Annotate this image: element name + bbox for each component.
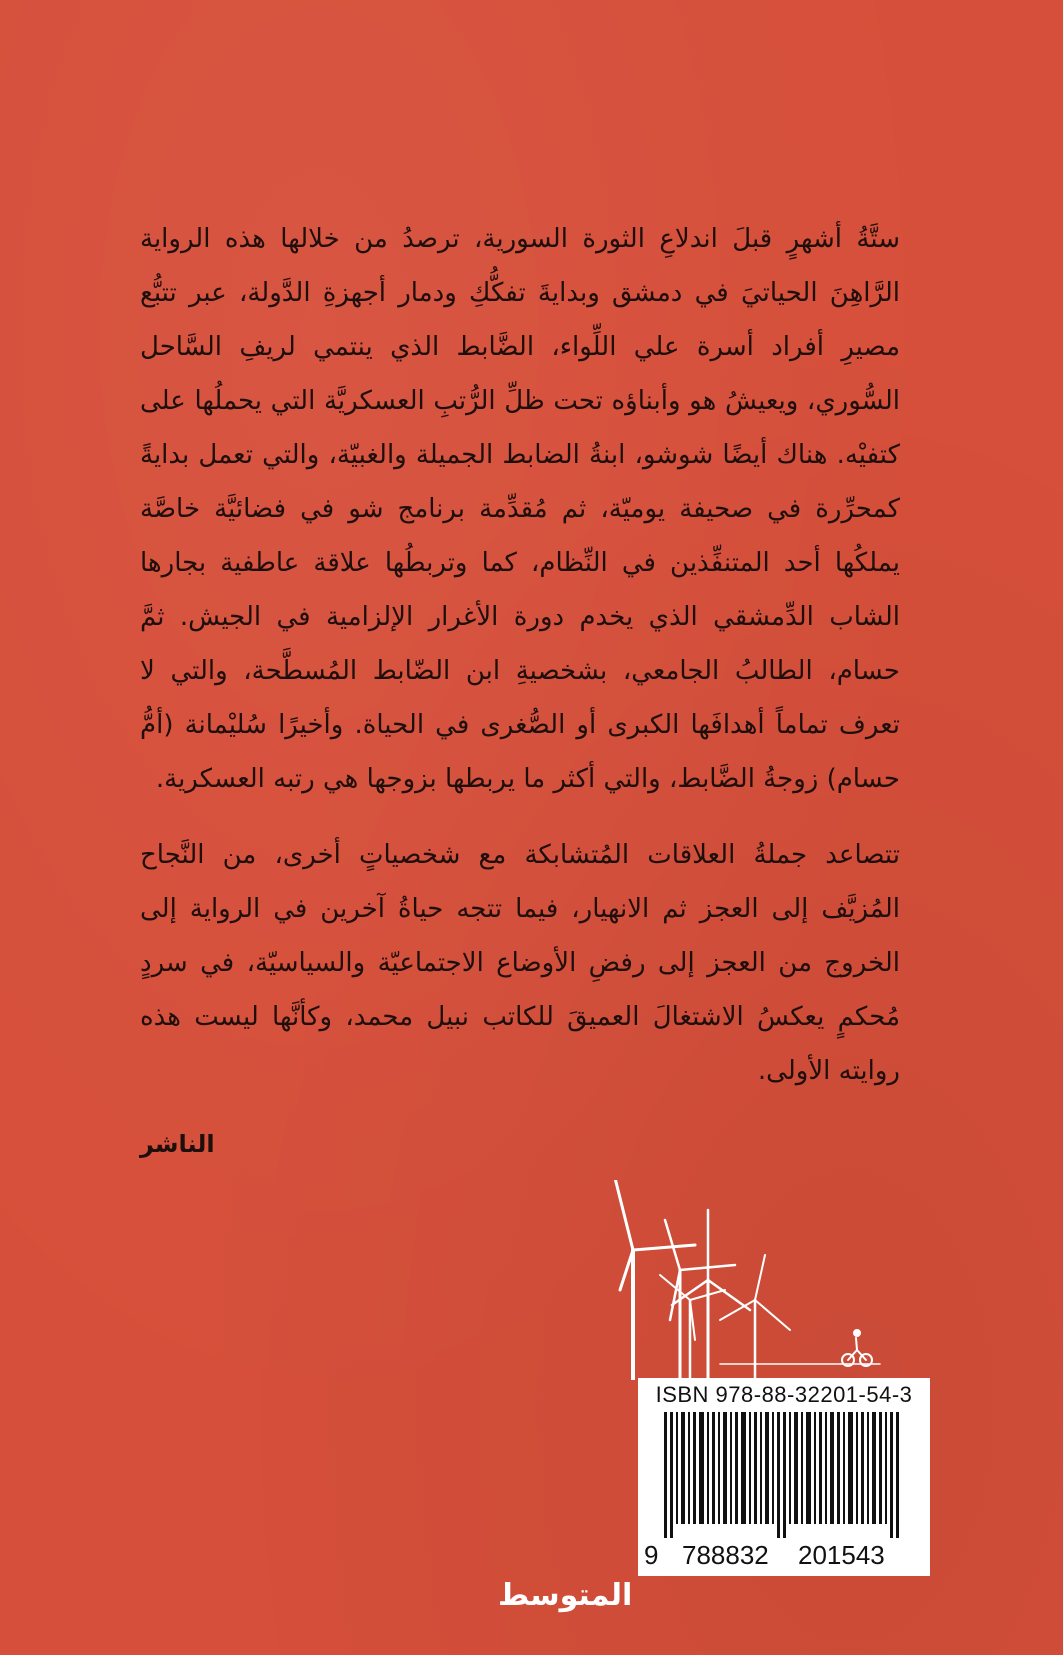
barcode-right-group: 201543 — [798, 1540, 885, 1570]
publisher-logo: المتوسط — [498, 1578, 633, 1613]
barcode-lead-digit: 9 — [644, 1540, 659, 1570]
barcode-bars — [644, 1412, 924, 1538]
wind-turbines-illustration — [600, 1180, 920, 1380]
book-blurb — [140, 212, 900, 1120]
blurb-paragraph-1: ستَّةُ أشهرٍ قبلَ اندلاعِ الثورة السورية، ترصدُ من خلالها هذه الرواية الرَّاهِنَ الحياتيَ في دمشق وبدايةَ تفكُّكِ ودمار أجهزةِ الدَّولة، عبر تتبُّع مصيرِ أفراد أسرة علي اللِّواء، الضَّابط الذي ينتمي لريفِ السَّاحل السُّوري، ويعيشُ هو وأبناؤه تحت ظلِّ الرُّتبِ العسكريَّة التي يحملُها على كتفيْه. هناك أيضًا شوشو، ابنةُ الضابط الجميلة والغبيّة، والتي تعمل بدايةً كمحرِّرة في صحيفة يوميّة، ثم مُقدِّمة برنامج شو في فضائيَّة خاصَّة يملكُها أحد المتنفِّذين في النِّظام، كما وتربطُها علاقة عاطفية بجارها الشاب الدِّمشقي الذي يخدم دورة الأغرار الإلزامية في الجيش. ثمَّ حسام، الطالبُ الجامعي، بشخصيةِ ابن الضّابط المُسطَّحة، والتي لا تعرف تماماً أهدافَها الكبرى أو الصُّغرى في الحياة. وأخيرًا سُليْمانة (أمُّ حسام) زوجةُ الضَّابط، والتي أكثر ما يربطها بزوجها هي رتبه العسكرية. — [140, 224, 900, 794]
barcode-left-group: 788832 — [682, 1540, 769, 1570]
publisher-signature: الناشر — [140, 1130, 215, 1158]
isbn-barcode — [638, 1378, 930, 1576]
blurb-paragraph-2: تتصاعد جملةُ العلاقات المُتشابكة مع شخصياتٍ أخرى، من النَّجاح المُزيَّف إلى العجز ثم الانهيار، فيما تتجه حياةُ آخرين في الرواية إلى الخروج من العجز إلى رفضِ الأوضاع الاجتماعيّة والسياسيّة، في سردٍ مُحكمٍ يعكسُ الاشتغالَ العميقَ للكاتب نبيل محمد، وكأنَّها ليست هذه روايته الأولى. — [140, 840, 900, 1086]
isbn-label: ISBN 978-88-32201-54-3 — [655, 1382, 913, 1407]
